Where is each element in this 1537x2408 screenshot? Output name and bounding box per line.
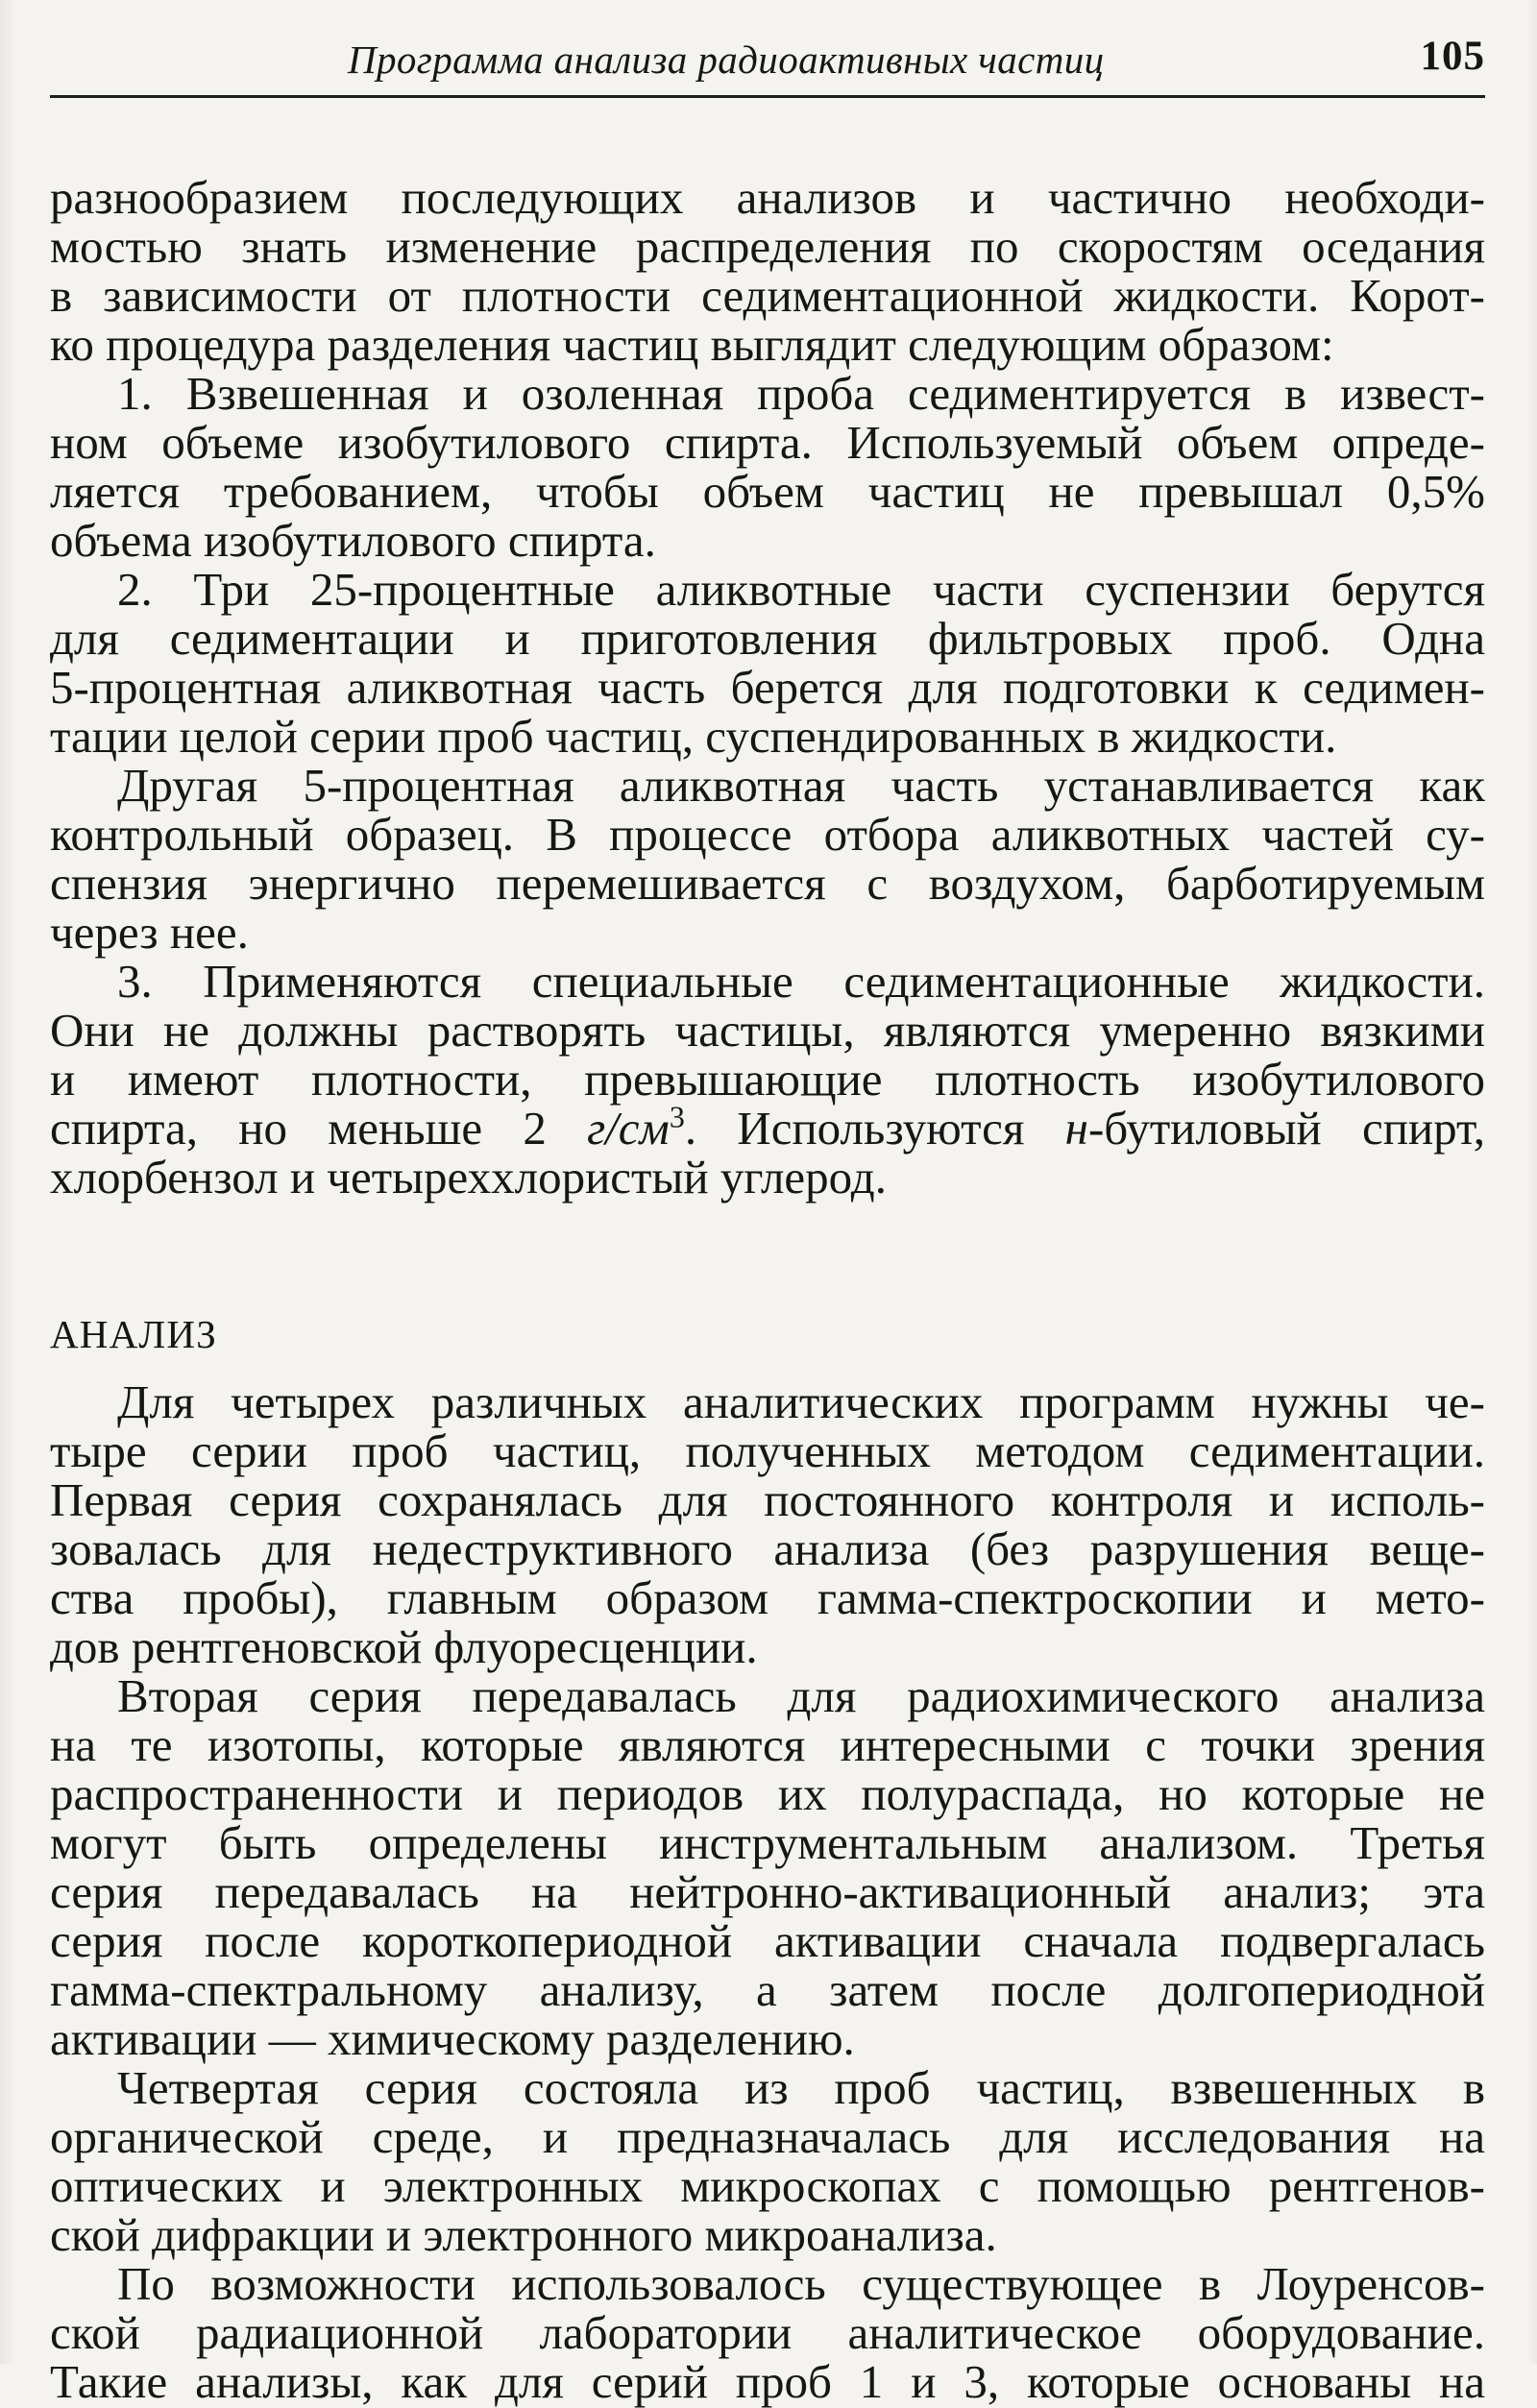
text-line: для седиментации и приготовления фильтровых проб. Одна — [50, 612, 1485, 665]
text-line: в зависимости от плотности седиментационной жидкости. Корот- — [50, 269, 1485, 322]
text-line: контрольный образец. В процессе отбора аликвотных частей су- — [50, 808, 1485, 861]
analysis-paragraph-3 — [50, 2063, 1485, 2259]
text-line: ном объеме изобутилового спирта. Используемый объем опреде- — [50, 416, 1485, 469]
text-line: Такие анализы, как для серий проб 1 и 3, которые основаны на — [50, 2355, 1485, 2408]
text-fragment: спирта, но меньше 2 — [50, 1102, 588, 1155]
list-item-2 — [50, 565, 1485, 957]
text-line: серия передавалась на нейтронно-активационный анализ; эта — [50, 1865, 1485, 1918]
text-line: хлорбензол и четыреххлористый углерод. — [50, 1151, 887, 1204]
list-item-1 — [50, 369, 1485, 565]
text-line: гамма-спектральному анализу, а затем после долгопериодной — [50, 1963, 1485, 2016]
text-line: Другая 5-процентная аликвотная часть устанавливается как — [117, 759, 1485, 812]
n-prefix: н — [1064, 1102, 1088, 1155]
scan-shadow-left — [0, 0, 15, 2364]
density-unit: г/см — [587, 1102, 670, 1155]
list-item-3 — [50, 957, 1485, 1202]
text-line: зовалась для недеструктивного анализа (без разрушения веще- — [50, 1522, 1485, 1575]
text-line: на те изотопы, которые являются интересными с точки зрения — [50, 1718, 1485, 1771]
analysis-paragraph-1 — [50, 1377, 1485, 1671]
text-line: Для четырех различных аналитических программ нужны че- — [117, 1375, 1485, 1428]
analysis-paragraph-2 — [50, 1671, 1485, 2063]
text-line: через нее. — [50, 906, 249, 959]
text-line: ской дифракции и электронного микроанализа. — [50, 2208, 997, 2261]
text-line: ской радиационной лаборатории аналитическое оборудование. — [50, 2306, 1485, 2359]
text-line: спензия энергично перемешивается с воздухом, барботируемым — [50, 857, 1485, 910]
text-line: Вторая серия передавалась для радиохимического анализа — [117, 1669, 1485, 1722]
text-line: органической среде, и предназначалась для исследования на — [50, 2110, 1485, 2163]
unit-superscript: 3 — [669, 1099, 685, 1134]
text-line: и имеют плотности, превышающие плотность изобутилового — [50, 1053, 1485, 1106]
text-line: По возможности использовалось существующее в Лоуренсов- — [117, 2257, 1485, 2310]
running-title: Программа анализа радиоактивных частиц — [348, 37, 1105, 82]
text-line: 1. Взвешенная и озоленная проба седиментируется в извест- — [117, 367, 1485, 420]
text-line: распространенности и периодов их полураспада, но которые не — [50, 1767, 1485, 1820]
text-line: 3. Применяются специальные седиментационные жидкости. — [117, 955, 1485, 1008]
text-line: могут быть определены инструментальным анализом. Третья — [50, 1816, 1485, 1869]
text-line: тыре серии проб частиц, полученных методом седиментации. — [50, 1424, 1485, 1477]
text-line: Первая серия сохранялась для постоянного контроля и исполь- — [50, 1473, 1485, 1526]
text-line: Четвертая серия состояла из проб частиц, взвешенных в — [117, 2061, 1485, 2114]
page-content — [50, 98, 1485, 2406]
text-line: 5-процентная аликвотная часть берется для подготовки к седимен- — [50, 661, 1485, 714]
text-line: мостью знать изменение распределения по скоростям оседания — [50, 220, 1485, 273]
running-head — [50, 27, 1485, 98]
text-line: дов рентгеновской флуоресценции. — [50, 1620, 758, 1673]
text-line: тации целой серии проб частиц, суспендированных в жидкости. — [50, 710, 1337, 763]
analysis-paragraph-4 — [50, 2259, 1485, 2406]
text-line: объема изобутилового спирта. — [50, 514, 656, 567]
text-line: 2. Три 25-процентные аликвотные части суспензии берутся — [117, 563, 1485, 616]
text-line: разнообразием последующих анализов и частично необходи- — [50, 171, 1485, 224]
text-line: ства пробы), главным образом гамма-спектроскопии и мето- — [50, 1571, 1485, 1624]
text-line: Они не должны растворять частицы, являются умеренно вязкими — [50, 1004, 1485, 1057]
page-number: 105 — [1420, 34, 1485, 79]
text-line-with-units — [50, 1099, 1485, 1155]
section-title-analysis: АНАЛИЗ — [50, 1312, 217, 1356]
text-fragment: -бутиловый спирт, — [1087, 1102, 1485, 1155]
text-line: серия после короткопериодной активации сначала подвергалась — [50, 1914, 1485, 1967]
scan-shadow-right — [1527, 0, 1537, 2364]
text-line: активации — химическому разделению. — [50, 2012, 855, 2065]
text-line: оптических и электронных микроскопах с помощью рентгенов- — [50, 2159, 1485, 2212]
paragraph-opening — [50, 173, 1485, 369]
text-line: ко процедура разделения частиц выглядит следующим образом: — [50, 318, 1334, 371]
text-line: ляется требованием, чтобы объем частиц не превышал 0,5% — [50, 465, 1485, 518]
text-fragment: . Используются — [684, 1102, 1065, 1155]
